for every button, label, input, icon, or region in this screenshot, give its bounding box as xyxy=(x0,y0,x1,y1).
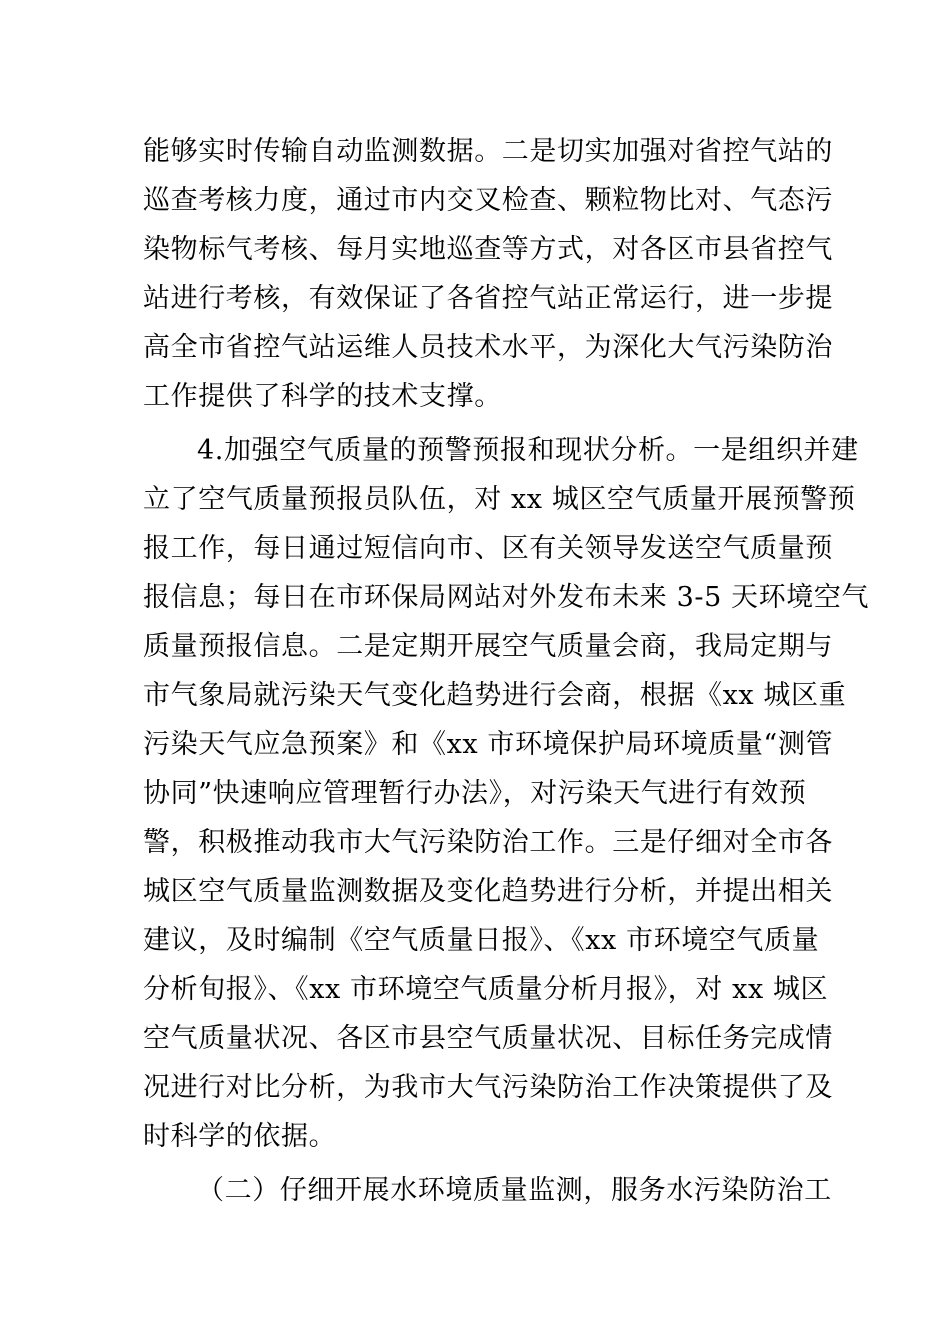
text-line: 城区空气质量监测数据及变化趋势进行分析，并提出相关 xyxy=(143,876,833,907)
text-line: 空气质量状况、各区市县空气质量状况、目标任务完成情 xyxy=(143,1023,833,1054)
text-line: 立了空气质量预报员队伍，对 xx 城区空气质量开展预警预 xyxy=(143,484,856,515)
text-line: 巡查考核力度，通过市内交叉检查、颗粒物比对、气态污 xyxy=(143,185,833,216)
text-line: 警，积极推动我市大气污染防治工作。三是仔细对全市各 xyxy=(143,827,833,858)
text-line: 市气象局就污染天气变化趋势进行会商，根据《xx 城区重 xyxy=(143,680,847,711)
text-line: 报工作，每日通过短信向市、区有关领导发送空气质量预 xyxy=(143,533,833,564)
text-line: 站进行考核，有效保证了各省控气站正常运行，进一步提 xyxy=(143,283,833,314)
text-line: 能够实时传输自动监测数据。二是切实加强对省控气站的 xyxy=(143,136,833,167)
text-line: 协同”快速响应管理暂行办法》，对污染天气进行有效预 xyxy=(143,778,807,809)
text-line: 染物标气考核、每月实地巡查等方式，对各区市县省控气 xyxy=(143,234,833,265)
text-line: 建议，及时编制《空气质量日报》、《xx 市环境空气质量 xyxy=(143,925,820,956)
text-line: 分析旬报》、《xx 市环境空气质量分析月报》，对 xx 城区 xyxy=(143,974,829,1005)
section-heading-line: （二）仔细开展水环境质量监测，服务水污染防治工 xyxy=(197,1175,832,1206)
paragraph-start-line: 4.加强空气质量的预警预报和现状分析。一是组织并建 xyxy=(197,435,859,466)
text-line: 况进行对比分析，为我市大气污染防治工作决策提供了及 xyxy=(143,1072,833,1103)
text-line: 工作提供了科学的技术支撑。 xyxy=(143,381,502,412)
text-line: 质量预报信息。二是定期开展空气质量会商，我局定期与 xyxy=(143,631,833,662)
text-line: 高全市省控气站运维人员技术水平，为深化大气污染防治 xyxy=(143,332,833,363)
text-line: 时科学的依据。 xyxy=(143,1121,337,1152)
body-text xyxy=(143,127,870,1215)
text-line: 污染天气应急预案》和《xx 市环境保护局环境质量“测管 xyxy=(143,729,834,760)
text-line: 报信息；每日在市环保局网站对外发布未来 3-5 天环境空气 xyxy=(143,582,870,613)
